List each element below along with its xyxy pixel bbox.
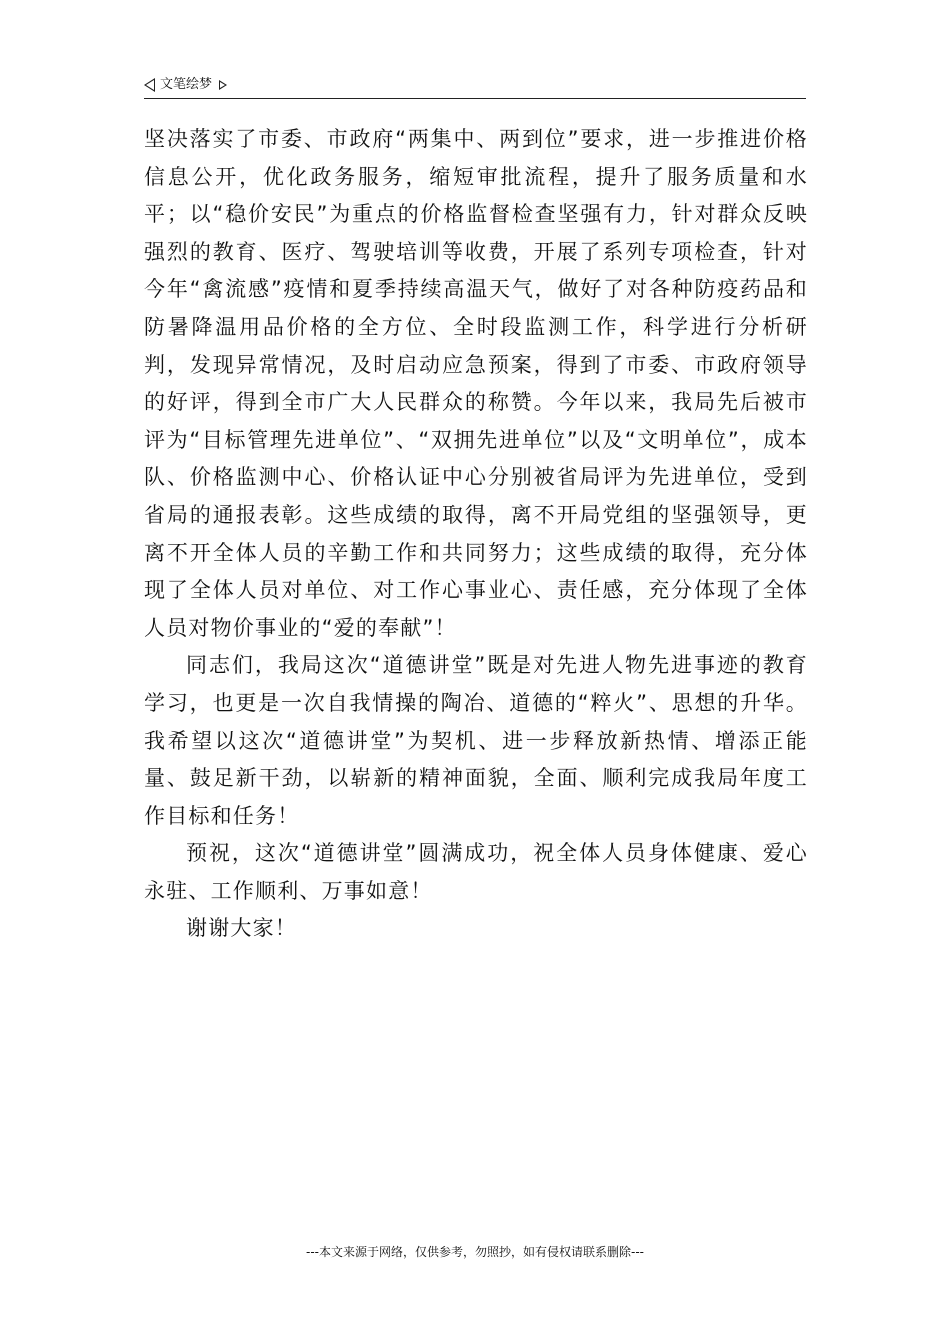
right-triangle-icon (219, 80, 227, 90)
page-header (144, 74, 806, 99)
header-brand: 文笔绘梦 (160, 77, 213, 92)
footer-disclaimer: ---本文来源于网络，仅供参考，勿照抄，如有侵权请联系删除--- (306, 1245, 644, 1259)
header-brand-group (144, 76, 227, 94)
paragraph-3: 预祝，这次“道德讲堂”圆满成功，祝全体人员身体健康、爱心永驻、工作顺利、万事如意！ (144, 841, 808, 903)
paragraph-1: 坚决落实了市委、市政府“两集中、两到位”要求，进一步推进价格信息公开，优化政务服务，缩短审批流程，提升了服务质量和水平；以“稳价安民”为重点的价格监督检查坚强有力，针对群众反映强烈的教育、医疗、驾驶培训等收费，开展了系列专项检查，针对今年“禽流感”疫情和夏季持续高温天气，做好了对各种防疫药品和防暑降温用品价格的全方位、全时段监测工作，科学进行分析研判，发现异常情况，及时启动应急预案，得到了市委、市政府领导的好评，得到全市广大人民群众的称赞。今年以来，我局先后被市评为“目标管理先进单位”、“双拥先进单位”以及“文明单位”，成本队、价格监测中心、价格认证中心分别被省局评为先进单位，受到省局的通报表彰。这些成绩的取得，离不开局党组的坚强领导，更离不开全体人员的辛勤工作和共同努力；这些成绩的取得，充分体现了全体人员对单位、对工作心事业心、责任感，充分体现了全体人员对物价事业的“爱的奉献”！ (144, 127, 808, 640)
document-body (144, 121, 808, 948)
paragraph-2: 同志们，我局这次“道德讲堂”既是对先进人物先进事迹的教育学习，也更是一次自我情操的陶冶、道德的“粹火”、思想的升华。我希望以这次“道德讲堂”为契机、进一步释放新热情、增添正能量、鼓足新干劲，以崭新的精神面貌，全面、顺利完成我局年度工作目标和任务！ (144, 653, 808, 828)
left-triangle-icon (144, 78, 155, 92)
paragraph-4: 谢谢大家！ (186, 916, 297, 941)
